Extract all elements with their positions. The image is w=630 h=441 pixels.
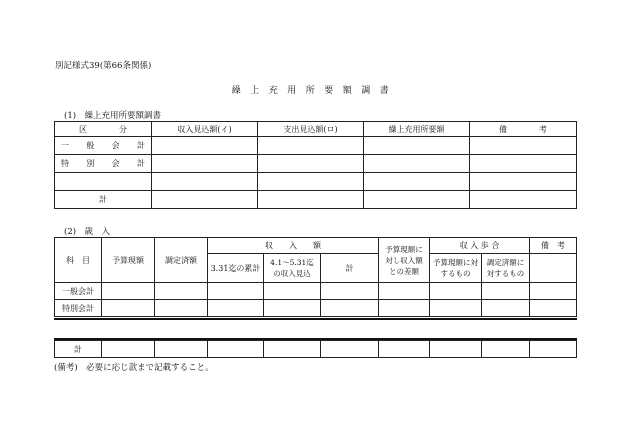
row-label-special: 特別会計 bbox=[55, 155, 152, 173]
table-cell bbox=[208, 300, 264, 317]
header-category: 区 分 bbox=[55, 122, 152, 137]
table-cell bbox=[258, 191, 364, 209]
header-assessed: 調定済額 bbox=[155, 238, 208, 283]
table-cell bbox=[258, 137, 364, 155]
row-label-general2: 一般会計 bbox=[55, 283, 102, 300]
row-label-special2: 特別会計 bbox=[55, 300, 102, 317]
header-expected-expenditure: 支出見込額(ロ) bbox=[258, 122, 364, 137]
table-cell bbox=[470, 191, 577, 209]
table-cell bbox=[530, 283, 577, 300]
table-cell bbox=[152, 173, 258, 191]
table-cell bbox=[102, 300, 155, 317]
section2-title: (2) 歳 入 bbox=[64, 227, 111, 237]
header-difference: 予算現額に対し収入額との差額 bbox=[379, 238, 430, 283]
table-cell bbox=[430, 283, 482, 300]
table-cell bbox=[208, 341, 264, 358]
table-cell bbox=[530, 300, 577, 317]
requirement-table bbox=[54, 121, 577, 209]
table-cell bbox=[321, 341, 379, 358]
header-receipts-total: 計 bbox=[321, 254, 379, 283]
table-cell bbox=[102, 341, 155, 358]
table-cell bbox=[152, 191, 258, 209]
header-receipts: 収 入 額 bbox=[208, 238, 379, 254]
footnote: (備考) 必要に応じ款まで記載すること。 bbox=[54, 363, 214, 373]
header-subject: 科 目 bbox=[55, 238, 102, 283]
table-cell bbox=[379, 300, 430, 317]
document-title: 繰上充用所要額調書 bbox=[231, 86, 399, 96]
section1-title: (1) 繰上充用所要額調書 bbox=[64, 111, 162, 121]
table-cell bbox=[430, 300, 482, 317]
header-budget: 予算現額 bbox=[102, 238, 155, 283]
header-ratio: 収 入 歩 合 bbox=[430, 238, 530, 254]
header-remarks: 備 考 bbox=[470, 122, 577, 137]
header-receipts-expected: 4.1〜5.31迄の収入見込 bbox=[264, 254, 321, 283]
table-cell bbox=[155, 300, 208, 317]
table-cell bbox=[155, 341, 208, 358]
header-remarks2: 備 考 bbox=[530, 238, 577, 254]
row-label-blank bbox=[55, 173, 152, 191]
total-label2: 計 bbox=[55, 341, 102, 358]
header-expected-revenue: 収入見込額(イ) bbox=[152, 122, 258, 137]
header-ratio-assessed: 調定済額に対するもの bbox=[482, 254, 530, 283]
header-receipts-cumulative: 3.31迄の累計 bbox=[208, 254, 264, 283]
table-cell bbox=[258, 155, 364, 173]
table-cell bbox=[264, 341, 321, 358]
table-cell bbox=[152, 155, 258, 173]
table-cell bbox=[155, 283, 208, 300]
header-required-amount: 繰上充用所要額 bbox=[364, 122, 470, 137]
table-cell bbox=[530, 254, 577, 283]
header-ratio-budget: 予算現額に対するもの bbox=[430, 254, 482, 283]
table-cell bbox=[321, 300, 379, 317]
revenue-total-table bbox=[54, 340, 577, 358]
table-cell bbox=[264, 300, 321, 317]
table-cell bbox=[321, 283, 379, 300]
table-cell bbox=[364, 173, 470, 191]
table-cell bbox=[379, 283, 430, 300]
table-cell bbox=[379, 341, 430, 358]
table-cell bbox=[482, 300, 530, 317]
table-cell bbox=[258, 173, 364, 191]
table-cell bbox=[152, 137, 258, 155]
table-cell bbox=[482, 283, 530, 300]
revenue-table bbox=[54, 237, 577, 317]
table-cell bbox=[530, 341, 577, 358]
total-label: 計 bbox=[55, 191, 152, 209]
section-break-line bbox=[54, 318, 577, 320]
table-cell bbox=[430, 341, 482, 358]
table-cell bbox=[470, 173, 577, 191]
table-cell bbox=[482, 341, 530, 358]
table-cell bbox=[102, 283, 155, 300]
table-cell bbox=[364, 191, 470, 209]
row-label-general: 一般会計 bbox=[55, 137, 152, 155]
table-cell bbox=[470, 137, 577, 155]
table-cell bbox=[364, 137, 470, 155]
table-cell bbox=[364, 155, 470, 173]
table-cell bbox=[208, 283, 264, 300]
form-label: 別記様式39(第66条関係) bbox=[55, 61, 152, 71]
table-cell bbox=[264, 283, 321, 300]
table-cell bbox=[470, 155, 577, 173]
